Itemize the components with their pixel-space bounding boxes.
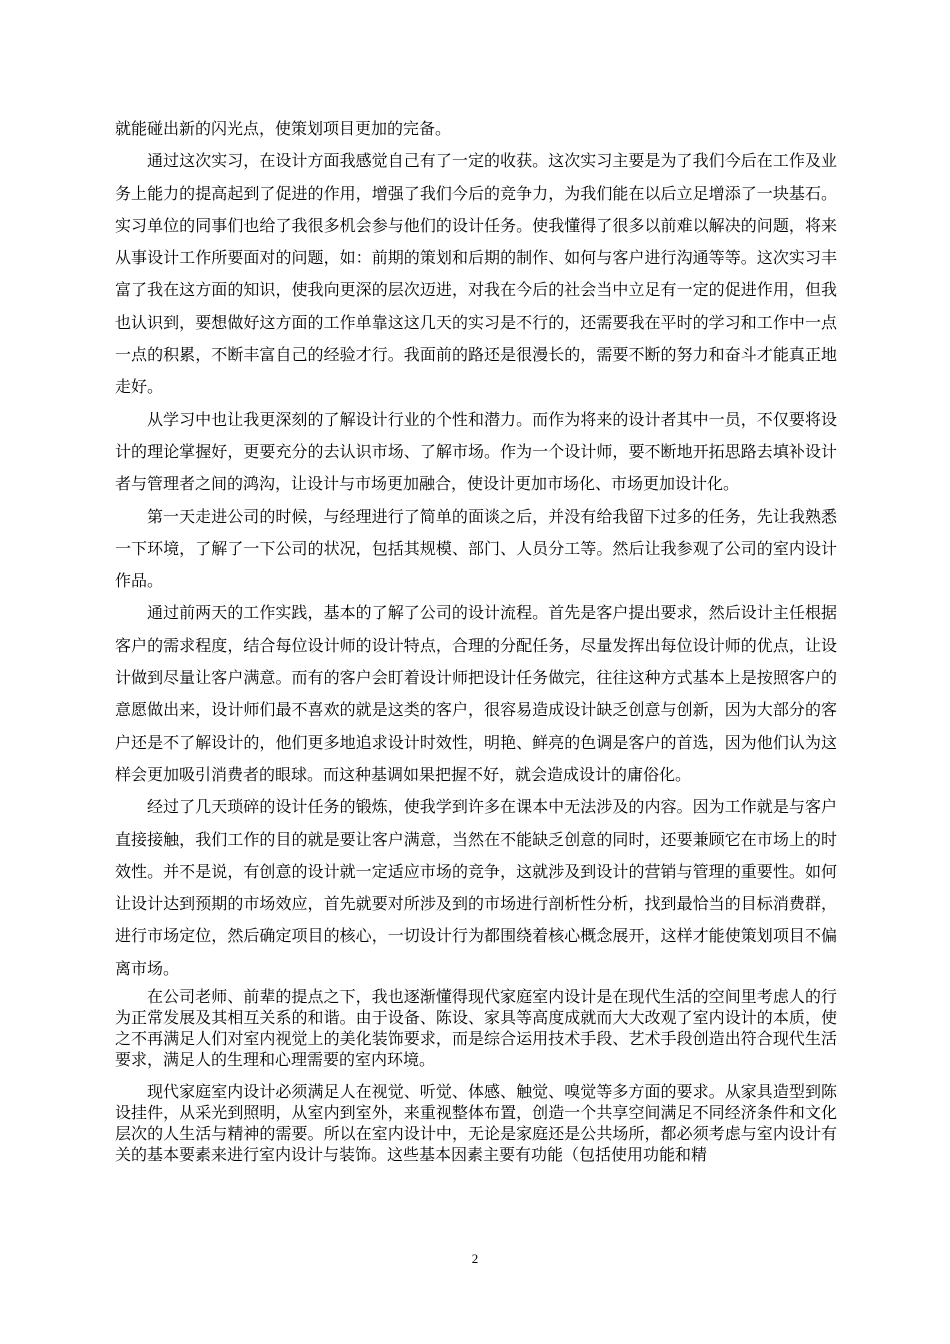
paragraph-design-requirements: 现代家庭室内设计必须满足人在视觉、听觉、体感、触觉、嗅觉等多方面的要求。从家具造型到陈设挂件，从采光到照明，从室内到室外，来重视整体布置，创造一个共享空间满足不同经济条件和文化层次的人生活与精神的需要。所以在室内设计中，无论是家庭还是公共场所，都必须考虑与室内设计有关的基本要素来进行室内设计与装饰。这些基本因素主要有功能（包括使用功能和精 — [115, 1082, 837, 1165]
paragraph-continuation: 就能碰出新的闪光点，使策划项目更加的完备。 — [115, 119, 452, 138]
page-number: 2 — [471, 1251, 479, 1266]
paragraph-modern-interior-design: 在公司老师、前辈的提点之下，我也逐渐懂得现代家庭室内设计是在现代生活的空间里考虑人的行为正常发展及其相互关系的和谐。由于设备、陈设、家具等高度成就而大大改观了室内设计的本质，使之不再满足人们对室内视觉上的美化装饰要求，而是综合运用技术手段、艺术手段创造出符合现代生活要求，满足人的生理和心理需要的室内环境。 — [115, 987, 837, 1070]
paragraph-industry-understanding: 从学习中也让我更深刻的了解设计行业的个性和潜力。而作为将来的设计者其中一员，不仅要将设计的理论掌握好，更要充分的去认识市场、了解市场。作为一个设计师，要不断地开拓思路去填补设计者与管理者之间的鸿沟，让设计与市场更加融合，使设计更加市场化、市场更加设计化。 — [115, 409, 837, 494]
paragraph-internship-gains: 通过这次实习，在设计方面我感觉自己有了一定的收获。这次实习主要是为了我们今后在工作及业务上能力的提高起到了促进的作用，增强了我们今后的竞争力，为我们能在以后立足增添了一块基石。实习单位的同事们也给了我很多机会参与他们的设计任务。使我懂得了很多以前难以解决的问题，将来从事设计工作所要面对的问题，如：前期的策划和后期的制作、如何与客户进行沟通等等。这次实习丰富了我在这方面的知识，使我向更深的层次迈进，对我在今后的社会当中立足有一定的促进作用，但我也认识到，要想做好这方面的工作单靠这这几天的实习是不行的，还需要我在平时的学习和工作中一点一点的积累，不断丰富自己的经验才行。我面前的路还是很漫长的，需要不断的努力和奋斗才能真正地走好。 — [115, 151, 837, 397]
paragraph-market-training: 经过了几天琐碎的设计任务的锻炼，使我学到许多在课本中无法涉及的内容。因为工作就是与客户直接接触，我们工作的目的就是要让客户满意，当然在不能缺乏创意的同时，还要兼顾它在市场上的时效性。并不是说，有创意的设计就一定适应市场的竞争，这就涉及到设计的营销与管理的重要性。如何让设计达到预期的市场效应，首先就要对所涉及到的市场进行剖析性分析，找到最恰当的目标消费群，进行市场定位，然后确定项目的核心，一切设计行为都围绕着核心概念展开，这样才能使策划项目不偏离市场。 — [115, 797, 837, 978]
paragraph-first-day: 第一天走进公司的时候，与经理进行了简单的面谈之后，并没有给我留下过多的任务，先让我熟悉一下环境，了解了一下公司的状况，包括其规模、部门、人员分工等。然后让我参观了公司的室内设计作品。 — [115, 506, 837, 591]
paragraph-design-process: 通过前两天的工作实践，基本的了解了公司的设计流程。首先是客户提出要求，然后设计主任根据客户的需求程度，结合每位设计师的设计特点，合理的分配任务，尽量发挥出每位设计师的优点，让设计做到尽量让客户满意。而有的客户会盯着设计师把设计任务做完，往往这种方式基本上是按照客户的意愿做出来，设计师们最不喜欢的就是这类的客户，很容易造成设计缺乏创意与创新，因为大部分的客户还是不了解设计的，他们更多地追求设计时效性，明艳、鲜亮的色调是客户的首选，因为他们认为这样会更加吸引消费者的眼球。而这种基调如果把握不好，就会造成设计的庸俗化。 — [115, 603, 837, 784]
document-body — [115, 113, 837, 1165]
